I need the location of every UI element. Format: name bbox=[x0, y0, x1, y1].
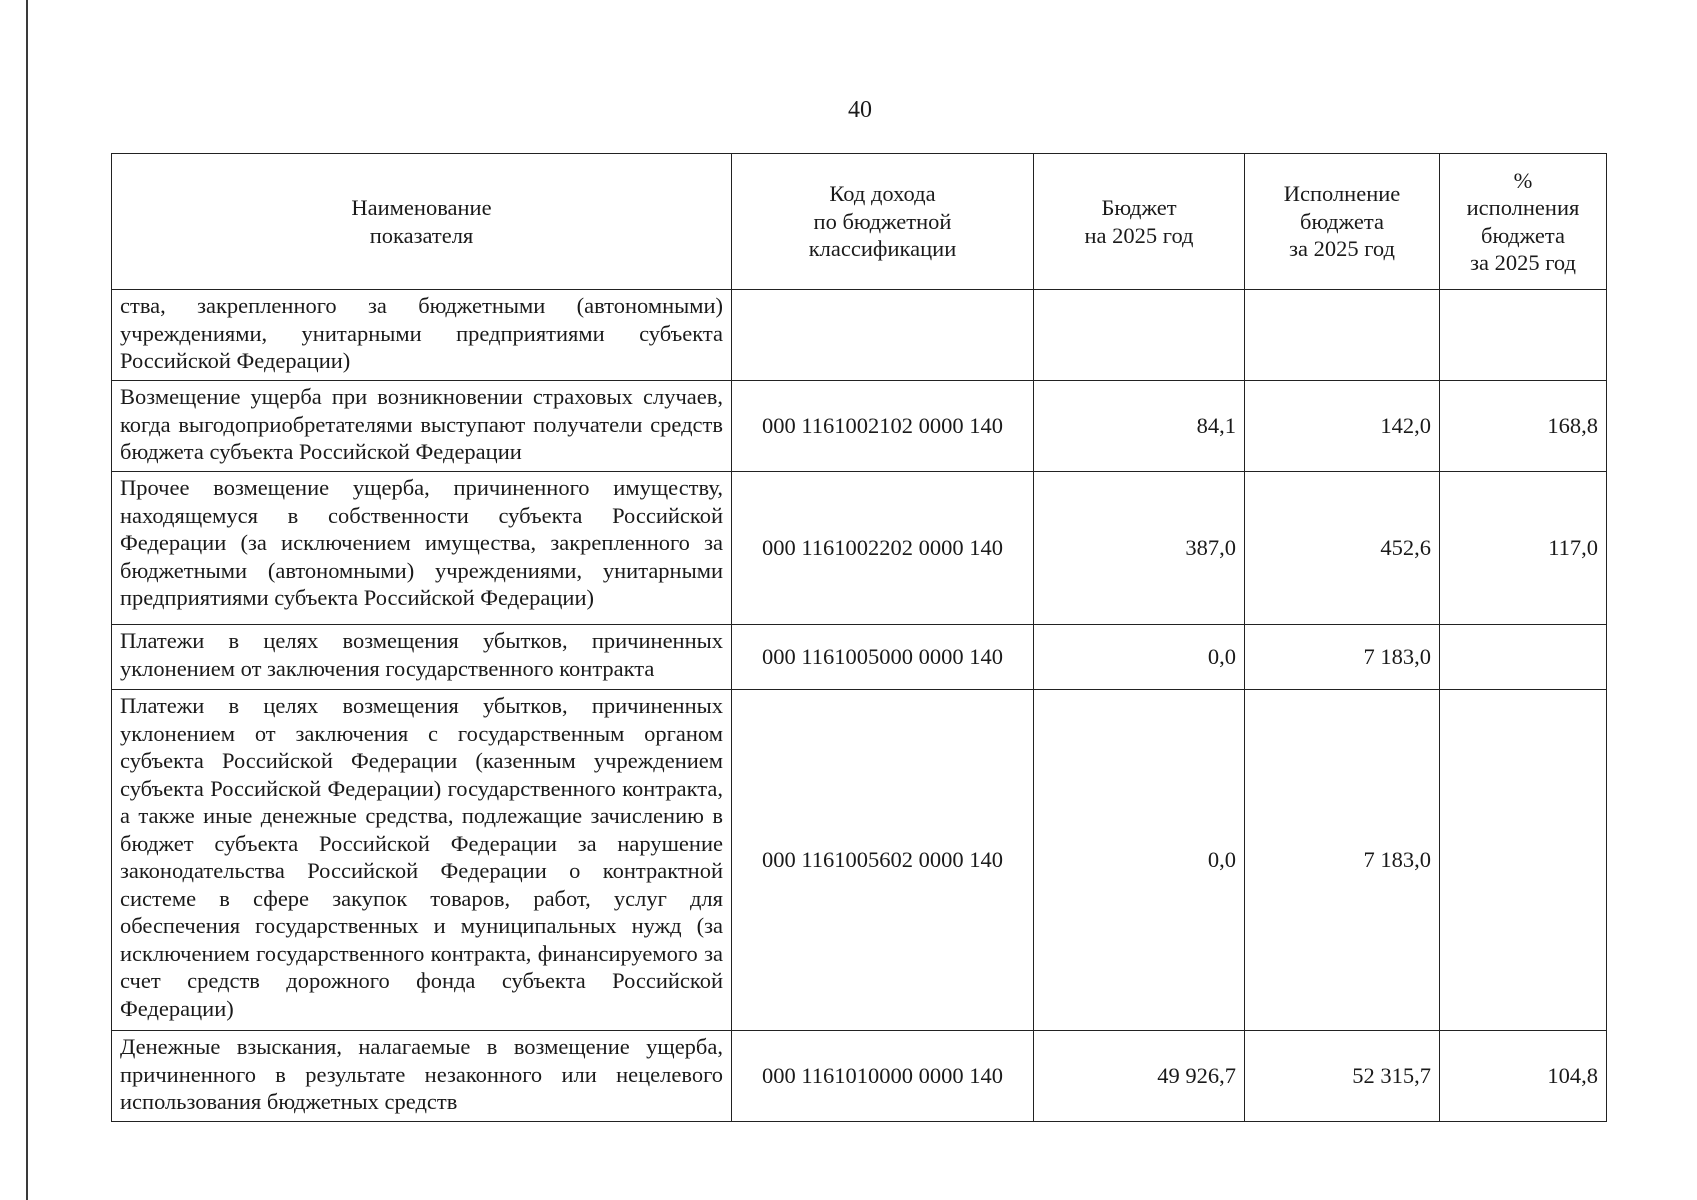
page-number: 40 bbox=[848, 97, 872, 123]
row-code: 000 1161005602 0000 140 bbox=[732, 690, 1034, 1031]
row-percent: 168,8 bbox=[1440, 381, 1607, 472]
table-row bbox=[112, 472, 1607, 625]
row-execution: 52 315,7 bbox=[1245, 1031, 1440, 1122]
row-name: ства, закрепленного за бюджетными (автономными) учреждениями, унитарными предприятиями субъекта Российской Федерации) bbox=[112, 290, 732, 381]
row-percent: 104,8 bbox=[1440, 1031, 1607, 1122]
row-name: Платежи в целях возмещения убытков, причиненных уклонением от заключения с государственным органом субъекта Российской Федерации (казенным учреждением субъекта Российской Федерации) государственного контракта, а также иные денежные средства, подлежащие зачислению в бюджет субъекта Российской Федерации за нарушение законодательства Российской Федерации о контрактной системе в сфере закупок товаров, работ, услуг для обеспечения государственных и муниципальных нужд (за исключением государственного контракта, финансируемого за счет средств дорожного фонда субъекта Российской Федерации) bbox=[112, 690, 732, 1031]
row-name: Прочее возмещение ущерба, причиненного имуществу, находящемуся в собственности субъекта Российской Федерации (за исключением имущества, закрепленного за бюджетными (автономными) учреждениями, унитарными предприятиями субъекта Российской Федерации) bbox=[112, 472, 732, 625]
row-budget: 0,0 bbox=[1034, 625, 1245, 690]
row-percent bbox=[1440, 690, 1607, 1031]
row-code: 000 1161002102 0000 140 bbox=[732, 381, 1034, 472]
row-code: 000 1161010000 0000 140 bbox=[732, 1031, 1034, 1122]
row-budget: 0,0 bbox=[1034, 690, 1245, 1031]
row-execution: 452,6 bbox=[1245, 472, 1440, 625]
table-row bbox=[112, 690, 1607, 1031]
table-row bbox=[112, 290, 1607, 381]
row-budget bbox=[1034, 290, 1245, 381]
header-percent: % исполнения бюджета за 2025 год bbox=[1440, 154, 1607, 290]
scan-edge-line bbox=[26, 0, 28, 1200]
row-budget: 49 926,7 bbox=[1034, 1031, 1245, 1122]
header-name: Наименование показателя bbox=[112, 154, 732, 290]
table-row bbox=[112, 381, 1607, 472]
budget-execution-table bbox=[111, 153, 1607, 1122]
row-code bbox=[732, 290, 1034, 381]
header-code: Код дохода по бюджетной классификации bbox=[732, 154, 1034, 290]
row-execution bbox=[1245, 290, 1440, 381]
row-percent: 117,0 bbox=[1440, 472, 1607, 625]
row-name: Денежные взыскания, налагаемые в возмещение ущерба, причиненного в результате незаконного или нецелевого использования бюджетных средств bbox=[112, 1031, 732, 1122]
header-budget: Бюджет на 2025 год bbox=[1034, 154, 1245, 290]
row-name: Возмещение ущерба при возникновении страховых случаев, когда выгодоприобретателями выступают получатели средств бюджета субъекта Российской Федерации bbox=[112, 381, 732, 472]
header-execution: Исполнение бюджета за 2025 год bbox=[1245, 154, 1440, 290]
row-name: Платежи в целях возмещения убытков, причиненных уклонением от заключения государственного контракта bbox=[112, 625, 732, 690]
row-code: 000 1161002202 0000 140 bbox=[732, 472, 1034, 625]
row-execution: 7 183,0 bbox=[1245, 690, 1440, 1031]
table-row bbox=[112, 1031, 1607, 1122]
row-code: 000 1161005000 0000 140 bbox=[732, 625, 1034, 690]
row-execution: 7 183,0 bbox=[1245, 625, 1440, 690]
row-budget: 387,0 bbox=[1034, 472, 1245, 625]
row-budget: 84,1 bbox=[1034, 381, 1245, 472]
row-percent bbox=[1440, 625, 1607, 690]
row-execution: 142,0 bbox=[1245, 381, 1440, 472]
table-row bbox=[112, 625, 1607, 690]
table-header-row bbox=[112, 154, 1607, 290]
row-percent bbox=[1440, 290, 1607, 381]
